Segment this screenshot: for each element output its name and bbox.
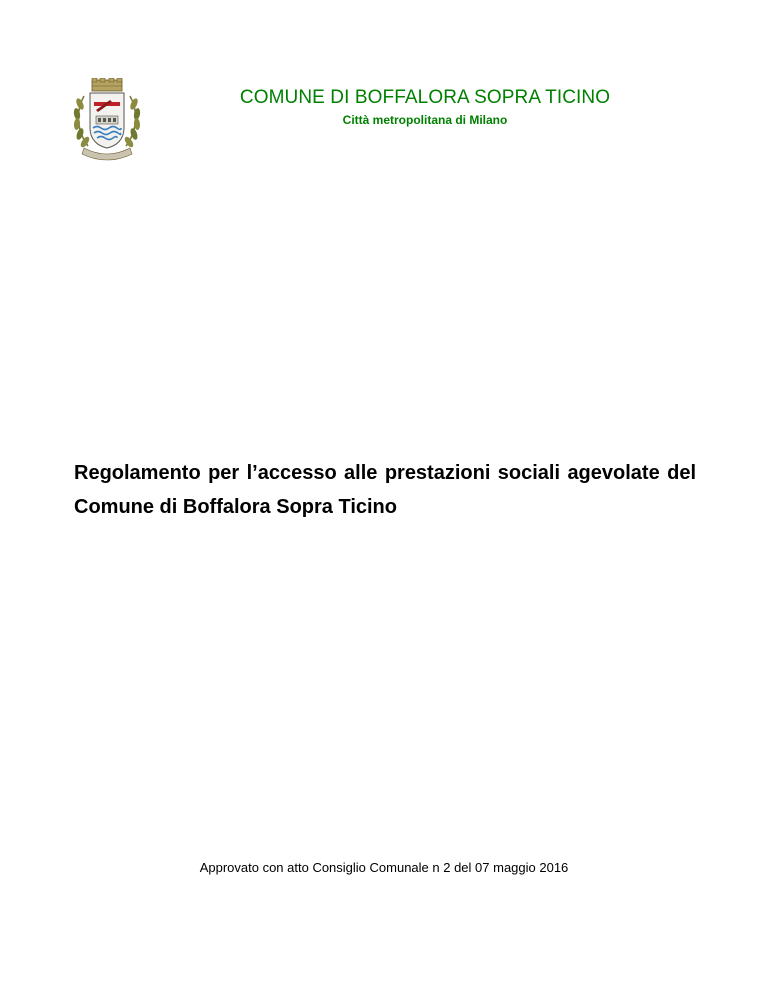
metropolitan-city-subtitle: Città metropolitana di Milano <box>342 113 508 127</box>
approval-note: Approvato con atto Consiglio Comunale n 2 del 07 maggio 2016 <box>199 860 569 875</box>
municipal-coat-of-arms-icon <box>70 78 144 164</box>
letterhead <box>150 86 700 128</box>
document-title: Regolamento per l’accesso alle prestazioni sociali agevolate del Comune di Boffalora Sopra Ticino <box>74 462 696 518</box>
municipality-name: COMUNE DI BOFFALORA SOPRA TICINO <box>239 87 611 108</box>
